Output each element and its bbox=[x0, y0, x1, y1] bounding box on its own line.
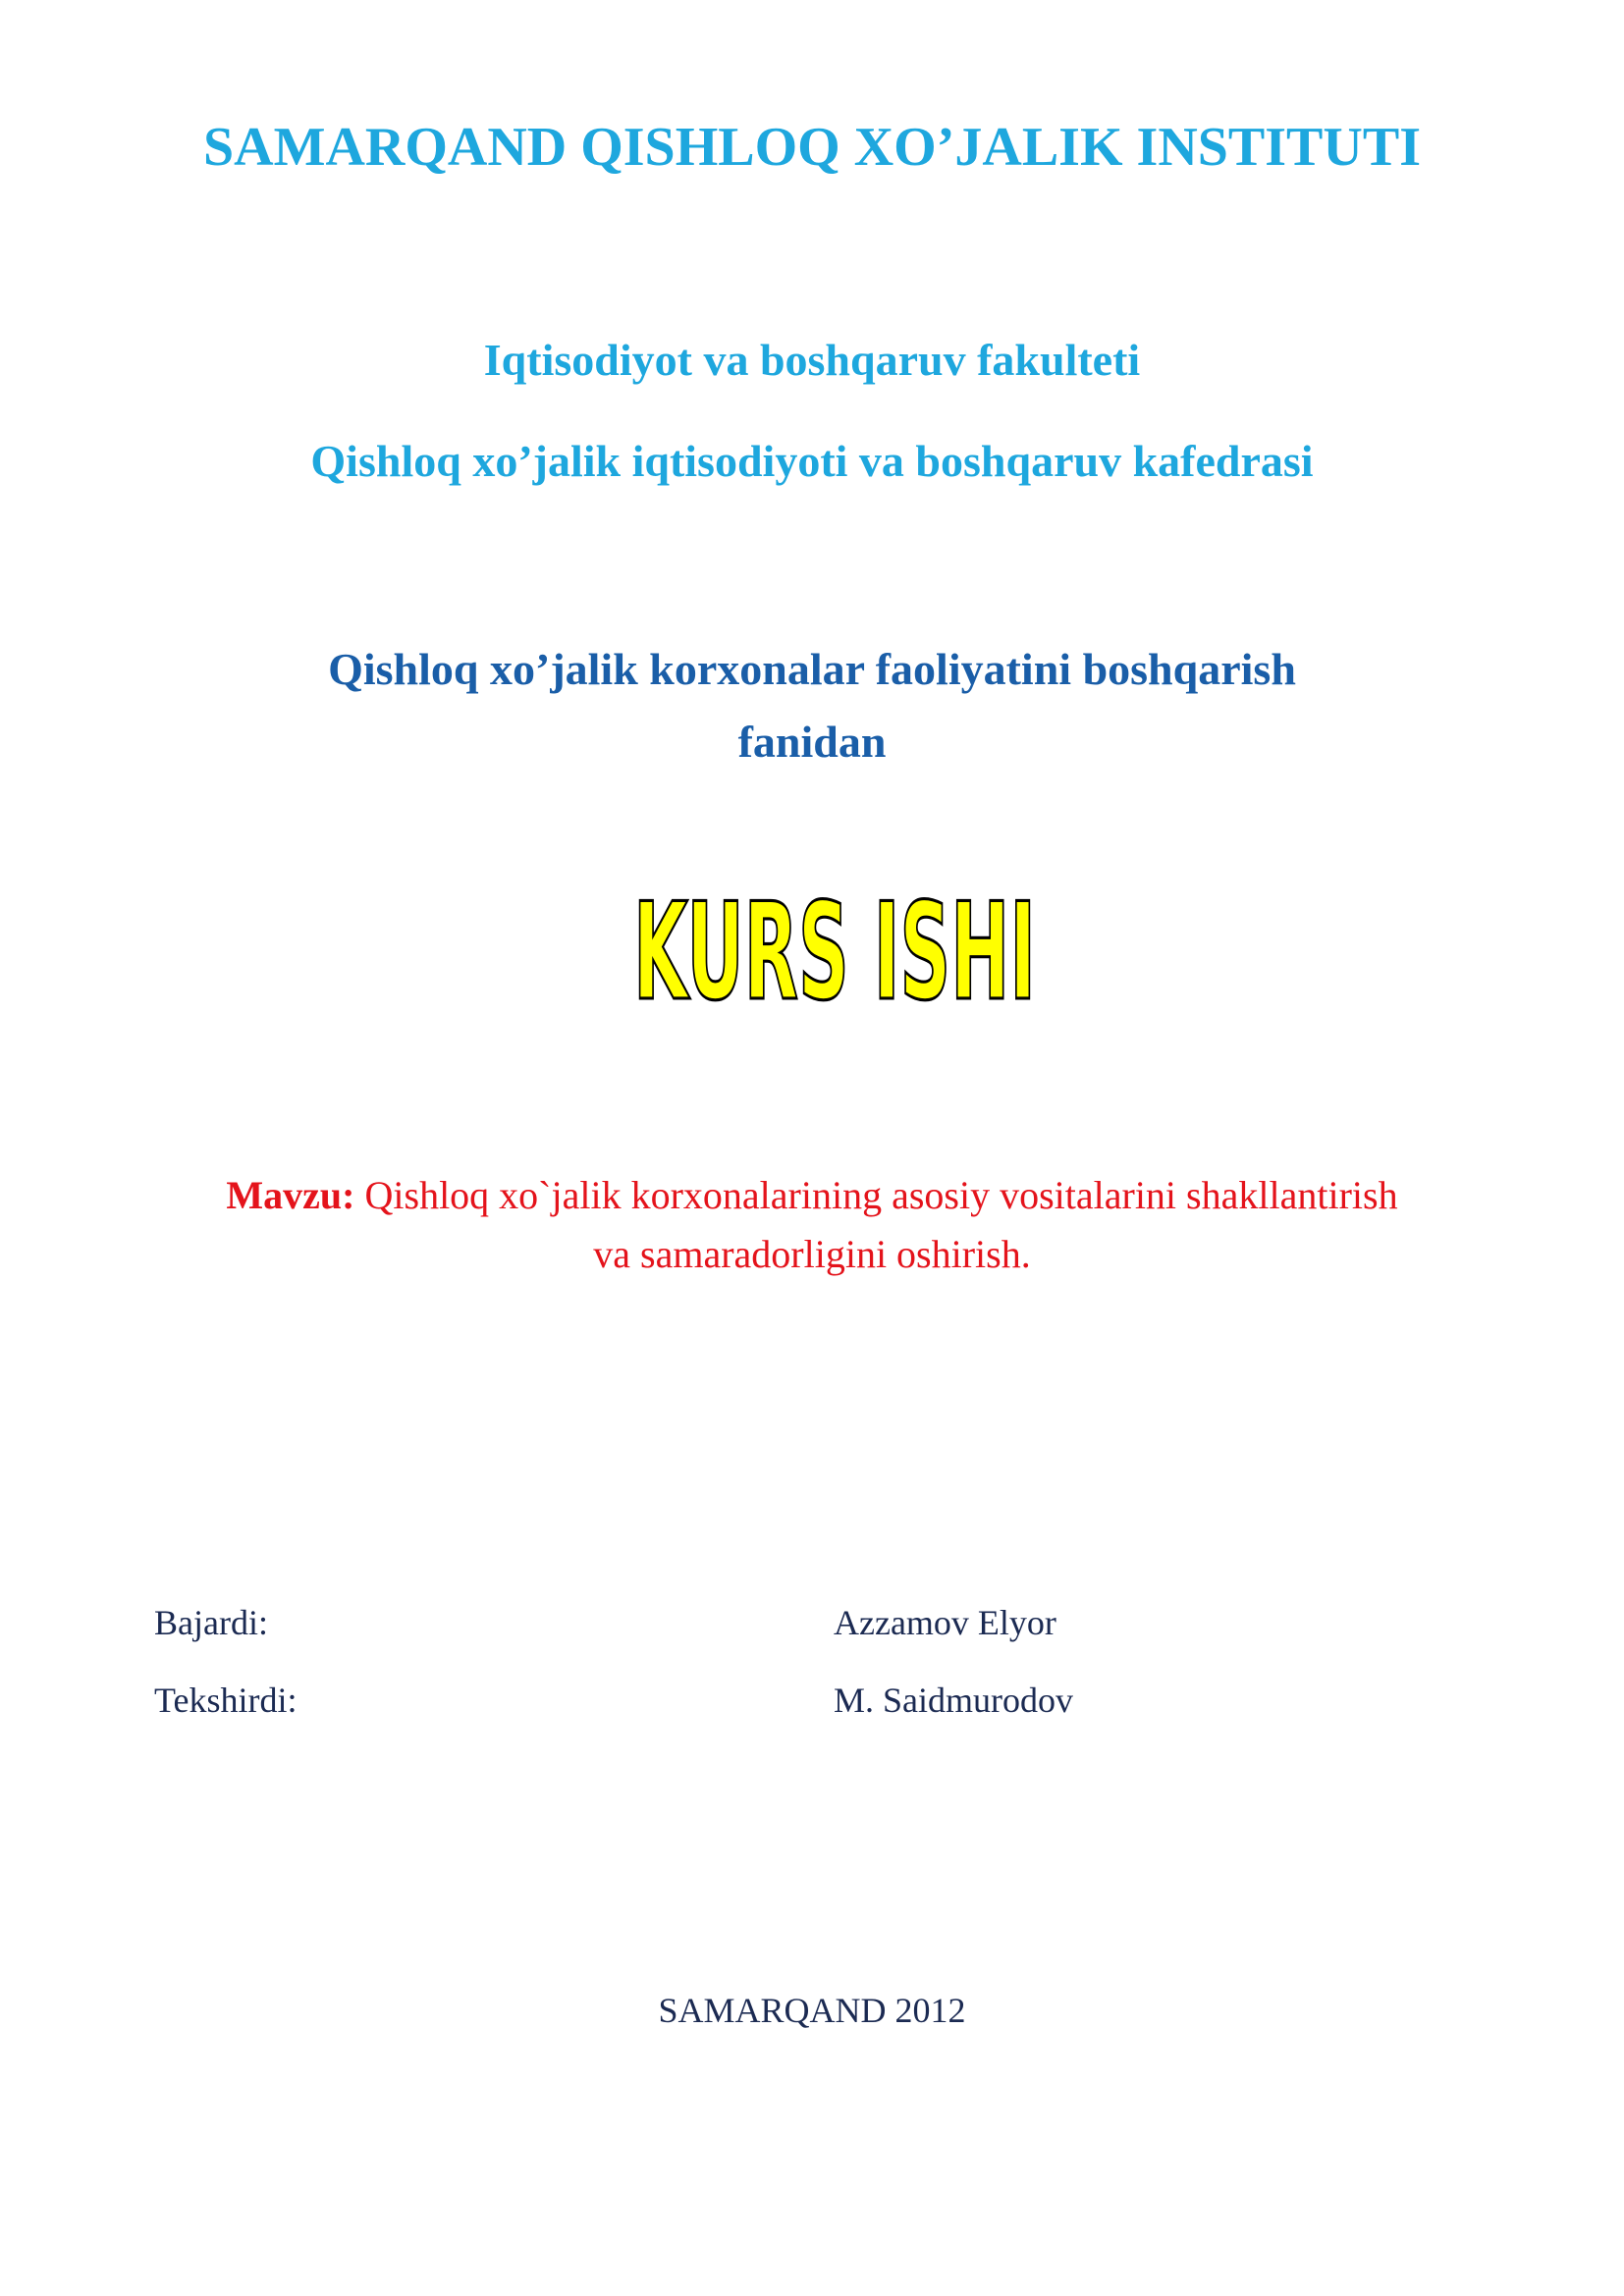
kurs-ishi-wordart-svg bbox=[619, 856, 1051, 1042]
topic-label: Mavzu: bbox=[226, 1173, 355, 1217]
faculty-name: Iqtisodiyot va boshqaruv fakulteti bbox=[483, 335, 1141, 385]
institute-title: SAMARQAND QISHLOQ XO’JALIK INSTITUTI bbox=[203, 117, 1421, 178]
done-by-label: Bajardi: bbox=[154, 1603, 268, 1642]
topic-line-2: va samaradorligini oshirish. bbox=[593, 1232, 1031, 1276]
done-by-value: Azzamov Elyor bbox=[834, 1603, 1056, 1642]
topic-block bbox=[0, 1166, 1624, 1284]
subject-title bbox=[0, 633, 1624, 778]
checked-by-label: Tekshirdi: bbox=[154, 1681, 298, 1720]
checked-by-value: M. Saidmurodov bbox=[834, 1681, 1074, 1720]
kurs-ishi-text: KURS ISHI bbox=[633, 874, 1036, 1031]
subject-line-2: fanidan bbox=[737, 717, 887, 767]
topic-line-1 bbox=[0, 1166, 1624, 1225]
subject-line-1: Qishloq xo’jalik korxonalar faoliyatini boshqarish bbox=[328, 644, 1296, 694]
city-year: SAMARQAND 2012 bbox=[658, 1991, 966, 2030]
department-name: Qishloq xo’jalik iqtisodiyoti va boshqaruv kafedrasi bbox=[310, 436, 1314, 486]
kurs-ishi-wordart bbox=[619, 856, 1051, 1042]
topic-text-1: Qishloq xo`jalik korxonalarining asosiy vositalarini shakllantirish bbox=[364, 1173, 1398, 1217]
